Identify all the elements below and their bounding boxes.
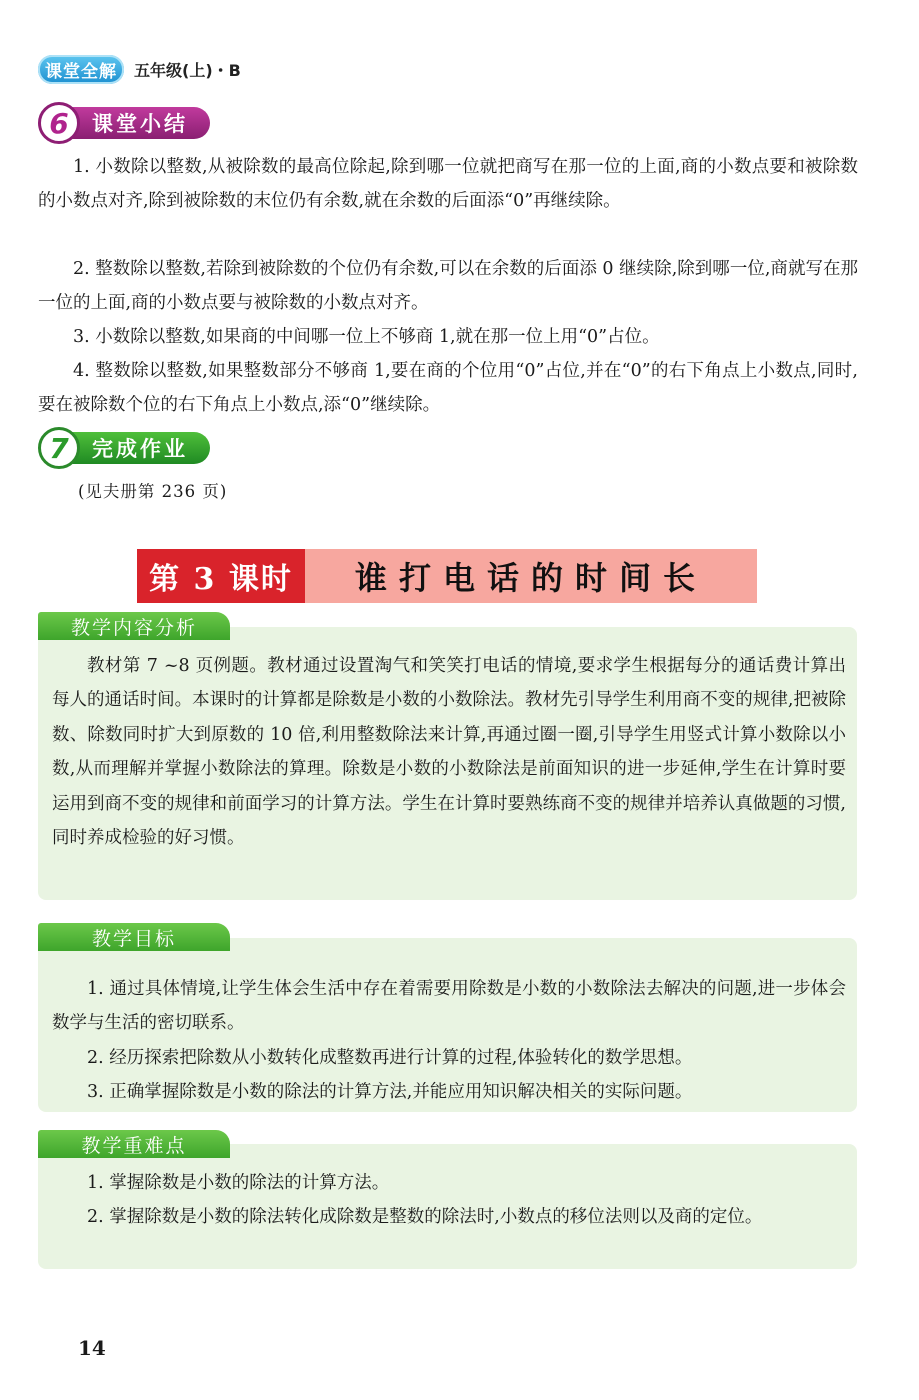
homework-reference: (见夫册第 236 页) [78,482,228,501]
section-number-badge: 7 [38,427,80,469]
section-6-heading [38,101,210,145]
grade-label: 五年级(上)・B [134,60,241,80]
section-title: 完成作业 [66,432,210,464]
page-number: 14 [78,1336,106,1360]
key-point-item: 1. 掌握除数是小数的除法的计算方法。 [87,1173,390,1193]
lesson-name: 谁打电话的时间长 [305,549,757,603]
summary-paragraph: 4. 整数除以整数,如果整数部分不够商 1,要在商的个位用“0”占位,并在“0”的右下角点上小数点,同时,要在被除数个位的右下角点上小数点,添“0”继续除。 [38,361,858,415]
objectives-tab: 教学目标 [38,923,230,951]
content-analysis-tab: 教学内容分析 [38,612,230,640]
book-logo: 课堂全解 [38,55,124,84]
objective-item: 1. 通过具体情境,让学生体会生活中存在着需要用除数是小数的小数除法去解决的问题,进一步体会数学与生活的密切联系。 [52,979,846,1034]
summary-paragraph: 3. 小数除以整数,如果商的中间哪一位上不够商 1,就在那一位上用“0”占位。 [73,327,660,347]
key-points-tab: 教学重难点 [38,1130,230,1158]
objective-item: 3. 正确掌握除数是小数的除法的计算方法,并能应用知识解决相关的实际问题。 [87,1082,693,1103]
key-point-item: 2. 掌握除数是小数的除法转化成除数是整数的除法时,小数点的移位法则以及商的定位。 [87,1207,763,1228]
key-points-text [52,1166,846,1235]
section-number-badge: 6 [38,102,80,144]
objectives-text [52,972,846,1110]
summary-paragraph: 2. 整数除以整数,若除到被除数的个位仍有余数,可以在余数的后面添 0 继续除,除到哪一位,商就写在那一位的上面,商的小数点要与被除数的小数点对齐。 [38,259,858,313]
content-analysis-paragraph: 教材第 7 ~8 页例题。教材通过设置淘气和笑笑打电话的情境,要求学生根据每分的通话费计算出每人的通话时间。本课时的计算都是除数是小数的小数除法。教材先引导学生利用商不变的规律,把被除数、除数同时扩大到原数的 10 倍,利用整数除法来计算,再通过圈一圈,引导学生用竖式计算小数除以小数,从而理解并掌握小数除法的算理。除数是小数的小数除法是前面知识的进一步延伸,学生在计算时要运用到商不变的规律和前面学习的计算方法。学生在计算时要熟练商不变的规律并培养认真做题的习惯,同时养成检验的好习惯。 [52,656,846,849]
objective-item: 2. 经历探索把除数从小数转化成整数再进行计算的过程,体验转化的数学思想。 [87,1047,693,1068]
content-analysis-text [52,649,846,855]
page-header [38,54,241,84]
section-title: 课堂小结 [66,107,210,139]
lesson-number: 第 3 课时 [137,549,305,603]
section-7-heading [38,426,210,470]
summary-paragraph: 1. 小数除以整数,从被除数的最高位除起,除到哪一位就把商写在那一位的上面,商的小数点要和被除数的小数点对齐,除到被除数的末位仍有余数,就在余数的后面添“0”再继续除。 [38,157,858,211]
lesson-title-banner [137,549,757,603]
